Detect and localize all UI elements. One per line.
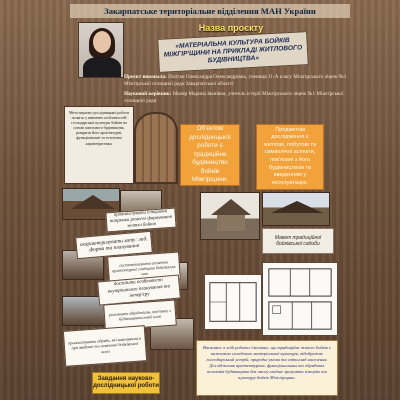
author-photo [78,22,124,78]
supervisor-text: Маляр Марина Іванівна, учитель історії Міжгірського ліцею №1 Міжгірської селищної ради [124,91,344,104]
homestead-caption: Макет традиційної бойківської садиби [262,228,334,254]
task-card-5: розглянути обрядовість, пов'язану з будівництвом нової оселі [103,300,177,331]
floor-plan-large [262,262,338,336]
homestead-model-photo [262,192,330,226]
task-card-1: проаналізувати історичні напрямки ремесел формування житла бойків [105,208,176,233]
subject-box: Предметом дослідження є житлові, побутові та символічні аспекти, пов'язані з його будівництвом та введенням у експлуатацію. [256,124,324,190]
task-card-6: проаналізувати обряди, які виконувалися при зведенні та освяченні бойківської оселі [63,325,147,367]
author-text: Плитан Олександра Олександрівна, учениця 11-А класу Міжгірського ліцею №1 Міжгірської селищної ради Закарпатської області [124,74,347,87]
project-label: Назва проєкту [198,23,264,33]
author-block [124,74,358,114]
task-card-2: охарактеризувати хату: лад, форма та планування [75,231,153,260]
wooden-gate-image [134,112,178,184]
author-label: Проєкт виконала: [124,74,167,80]
goal-panel: Мета науково-дослідницької роботи полягає у вивченні особливостей господарської культури бойків на основі житлового будівництва, розкрити його архітектурні, функціональні та естетичні характеристики. [64,106,134,184]
conclusion-box: Висновки: в ході роботи з'ясовано, що традиційне житло бойків є важливою складовою матеріальної культури, відображає господарський устрій, природні умови та світогляд населення. Дослідження архітектурних, функціональних та обрядових аспектів будівництва дає змогу глибше зрозуміти історію та культуру бойків Міжгірщини. [196,340,338,396]
floor-plan-small [204,274,262,330]
task-card-3: систематизувати елементи архітектурної спадщини бойківських хат [107,252,181,285]
supervisor-label: Науковий керівник: [124,91,172,97]
task-card-4: дослідити особливості внутрішнього планування та інтер'єру [97,274,181,305]
hut-photo-house [200,192,260,240]
tasks-label: Завдання науково-дослідницької роботи [92,372,160,394]
project-title: «МАТЕРІАЛЬНА КУЛЬТУРА БОЙКІВ МІЖГІР'ЩИНИ НА ПРИКЛАДІ ЖИТЛОВОГО БУДІВНИЦТВА» [163,37,303,65]
header-title: Закарпатське територіальне відділення МАН України [70,4,350,18]
project-title-banner [157,31,309,73]
object-box: Об'єктом дослідницької роботи є традиційне будівництво бойків Міжгірщини. [180,124,240,186]
